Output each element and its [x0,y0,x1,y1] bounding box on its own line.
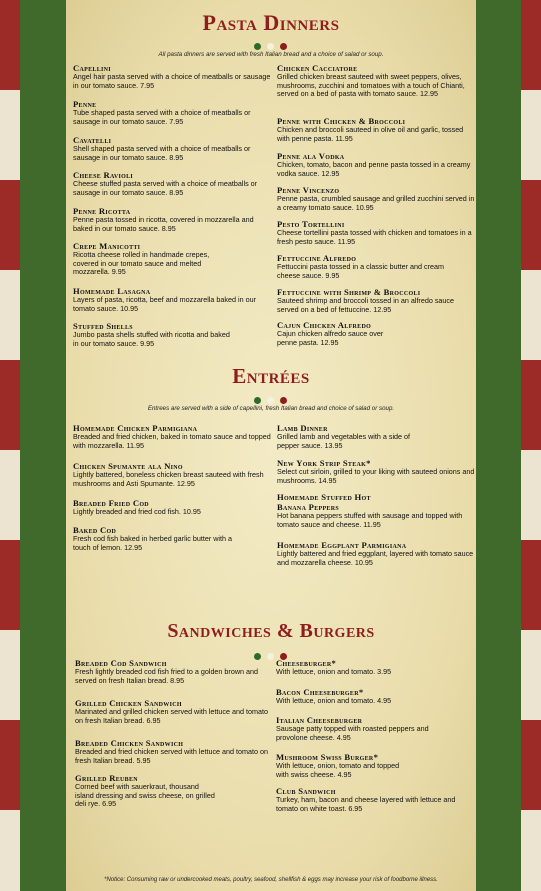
menu-item [276,687,476,706]
menu-item [277,151,477,178]
menu-item [73,170,273,197]
menu-item [75,738,275,765]
divider-dots [0,648,541,658]
menu-item [73,321,273,348]
item-desc: With lettuce, onion and tomato. 3.95 [276,667,392,676]
item-desc: With lettuce, onion and tomato. 4.95 [276,696,392,705]
item-name: Homemade Chicken Parmigiana [73,423,198,433]
item-name: Grilled Chicken Sandwich [75,698,182,708]
item-name: Breaded Fried Cod [73,498,149,508]
item-name: Italian Cheeseburger [276,715,363,725]
entrees-subtitle: Entrees are served with a side of capellini, fresh Italian bread and choice of salad or soup. [147,405,395,412]
item-desc: Cheese tortellini pasta tossed with chicken and tomatoes in a fresh pesto sauce. 11.95 [277,228,472,246]
item-desc: Chicken and broccoli sauteed in olive oil and garlic, tossed with penne pasta. 11.95 [277,125,464,143]
menu-item [75,698,275,725]
item-name: Capellini [73,63,111,73]
item-desc: Sauteed shrimp and broccoli tossed in an alfredo sauce served on a bed of fettuccine. 12.95 [277,296,454,314]
menu-item [277,423,477,450]
item-name: Breaded Chicken Sandwich [75,738,184,748]
item-desc: Cheese stuffed pasta served with a choice of meatballs or sausage in our tomato sauce. 8.95 [73,179,258,197]
item-desc: Breaded and fried chicken, baked in tomato sauce and topped with mozzarella. 11.95 [73,432,271,450]
item-desc: Fettuccini pasta tossed in a classic butter and cream cheese sauce. 9.95 [277,262,444,280]
menu-item [276,752,476,779]
item-desc: Hot banana peppers stuffed with sausage and topped with tomato sauce and cheese. 11.95 [277,511,463,529]
item-desc: Fresh lightly breaded cod fish fried to a golden brown and served on fresh Italian bread. 8.95 [75,667,258,685]
menu-item [277,540,477,567]
item-desc: Select cut sirloin, grilled to your liking with sauteed onions and mushrooms. 14.95 [277,467,475,485]
item-desc: Grilled chicken breast sauteed with sweet peppers, olives, mushrooms, zucchini and tomatoes with a touch of Chianti, served on a bed of pasta with tomato sauce. 12.95 [277,72,465,99]
menu-item [73,498,273,517]
item-name: Grilled Reuben [75,773,138,783]
menu-item [277,492,477,529]
item-name: Fettuccine Alfredo [277,253,357,263]
item-name: Homemade Lasagna [73,286,151,296]
item-desc: Cajun chicken alfredo sauce over penne pasta. 12.95 [277,329,384,347]
menu-item [277,458,477,485]
item-name: Stuffed Shells [73,321,133,331]
menu-item [277,320,477,347]
item-name: Cheeseburger* [276,658,337,668]
item-name: Penne with Chicken & Broccoli [277,116,406,126]
entrees-title: Entrées [232,364,310,388]
item-desc: Shell shaped pasta served with a choice of meatballs or sausage in our tomato sauce. 8.95 [73,144,251,162]
item-name: Penne Vincenzo [277,185,340,195]
pasta-subtitle: All pasta dinners are served with fresh Italian bread and a choice of salad or soup. [158,51,384,58]
item-desc: Breaded and fried chicken served with lettuce and tomato on fresh Italian bread. 5.95 [75,747,268,765]
item-name: Baked Cod [73,525,117,535]
left-green-stripe [20,0,66,891]
menu-item [73,286,273,313]
right-green-stripe [476,0,521,891]
item-desc: Turkey, ham, bacon and cheese layered with lettuce and tomato on white toast. 6.95 [276,795,456,813]
item-desc: Penne pasta tossed in ricotta, covered in mozzarella and baked in our tomato sauce. 8.95 [73,215,254,233]
item-desc: Fresh cod fish baked in herbed garlic butter with a touch of lemon. 12.95 [73,534,233,552]
item-name: Cavatelli [73,135,112,145]
menu-item [277,287,477,314]
food-safety-notice: *Notice: Consuming raw or undercooked meats, poultry, seafood, shellfish & eggs may increase your risk of foodborne illness. [104,877,438,883]
menu-item [276,715,476,742]
menu-item [73,206,273,233]
item-desc: Corned beef with sauerkraut, thousand island dressing and swiss cheese, on grilled deli rye. 6.95 [75,782,215,809]
menu-item [277,63,477,99]
menu-item [277,185,477,212]
menu-item [277,219,477,246]
item-desc: Layers of pasta, ricotta, beef and mozzarella baked in our tomato sauce. 10.95 [73,295,256,313]
item-name: Breaded Cod Sandwich [75,658,167,668]
item-desc: With lettuce, onion, tomato and topped with swiss cheese. 4.95 [276,761,400,779]
menu-item [73,461,273,488]
item-desc: Grilled lamb and vegetables with a side of pepper sauce. 13.95 [277,432,411,450]
item-desc: Jumbo pasta shells stuffed with ricotta and baked in our tomato sauce. 9.95 [73,330,230,348]
item-name: Fettuccine with Shrimp & Broccoli [277,287,421,297]
item-name: Chicken Spumante ala Nino [73,461,183,471]
item-name: Penne ala Vodka [277,151,345,161]
item-name: New York Strip Steak* [277,458,371,468]
item-name: Penne Ricotta [73,206,131,216]
item-desc: Penne pasta, crumbled sausage and grilled zucchini served in a creamy tomato sauce. 10.95 [277,194,475,212]
item-name: Penne [73,99,97,109]
menu-item [75,773,275,809]
item-desc: Ricotta cheese rolled in handmade crepes, covered in our tomato sauce and melted mozzarella. 9.95 [73,250,210,277]
divider-dots [0,38,541,48]
item-name: Pesto Tortellini [277,219,345,229]
item-name: Cheese Ravioli [73,170,134,180]
menu-item [276,786,476,813]
menu-item [75,658,275,685]
menu-item [277,253,477,280]
item-desc: Marinated and grilled chicken served with lettuce and tomato on fresh Italian bread. 6.95 [75,707,268,725]
item-name: Crepe Manicotti [73,241,141,251]
item-desc: Sausage patty topped with roasted peppers and provolone cheese. 4.95 [276,724,429,742]
item-name: Homemade Eggplant Parmigiana [277,540,407,550]
item-name: Mushroom Swiss Burger* [276,752,379,762]
item-name: Cajun Chicken Alfredo [277,320,372,330]
menu-item [73,525,273,552]
menu-item [73,63,273,90]
item-name: Homemade Stuffed Hot Banana Peppers [277,492,371,512]
item-desc: Chicken, tomato, bacon and penne pasta tossed in a creamy vodka sauce. 12.95 [277,160,471,178]
item-name: Lamb Dinner [277,423,328,433]
menu-item [73,423,273,450]
menu-item [73,99,273,126]
menu-item [277,116,477,143]
menu-item [73,241,273,277]
pasta-title: Pasta Dinners [202,10,340,35]
menu-item [73,135,273,162]
item-desc: Angel hair pasta served with a choice of meatballs or sausage in our tomato sauce. 7.95 [73,72,271,90]
item-name: Bacon Cheeseburger* [276,687,364,697]
item-name: Chicken Cacciatore [277,63,358,73]
sandwiches-title: Sandwiches & Burgers [167,620,375,642]
item-name: Club Sandwich [276,786,336,796]
item-desc: Tube shaped pasta served with a choice of meatballs or sausage in our tomato sauce. 7.95 [73,108,251,126]
item-desc: Lightly battered and fried eggplant, layered with tomato sauce and mozzarella cheese. 10.95 [277,549,474,567]
item-desc: Lightly breaded and fried cod fish. 10.95 [73,507,201,516]
divider-dots [0,392,541,402]
item-desc: Lightly battered, boneless chicken breast sauteed with fresh mushrooms and Asti Spumante. 12.95 [73,470,264,488]
menu-item [276,658,476,677]
